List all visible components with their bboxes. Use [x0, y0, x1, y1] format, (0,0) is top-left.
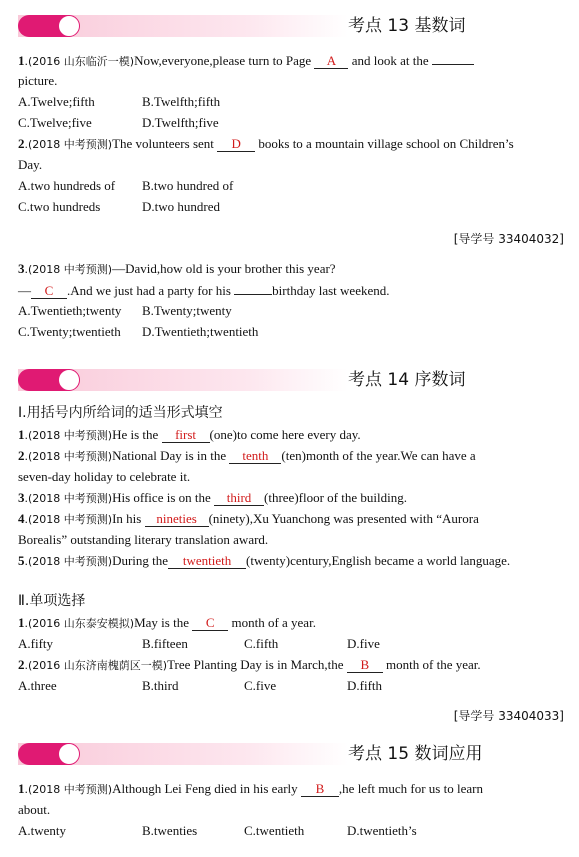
section-title: 考点 13 基数词: [348, 16, 466, 36]
mc-s14-2: [18, 657, 481, 674]
answer-blank: C: [31, 284, 67, 299]
question-text: ,he left much for us to learn: [338, 781, 483, 796]
question-source: .(2018 中考预测): [24, 429, 113, 442]
section-title: 考点 14 序数词: [348, 370, 466, 390]
question-s13-1: [18, 52, 474, 70]
question-number: 1: [18, 427, 25, 442]
empty-blank: [234, 282, 272, 295]
question-number: 2: [18, 657, 25, 672]
option-c: C.twentieth: [244, 823, 305, 838]
option-d: D.Twelfth;five: [142, 115, 219, 130]
empty-blank: [432, 52, 474, 65]
question-s13-3: [18, 261, 336, 278]
question-source: .(2018 中考预测): [24, 555, 113, 568]
option-a: A.two hundreds of: [18, 178, 116, 193]
option-d: D.twentieth’s: [347, 823, 417, 838]
question-text: about.: [18, 802, 51, 817]
answer-blank: nineties: [145, 512, 209, 527]
question-s15-1: [18, 781, 483, 798]
section-header-13: [18, 15, 563, 37]
section-header-15: [18, 743, 563, 765]
option-a: A.twenty: [18, 823, 67, 838]
question-number: 2: [18, 136, 25, 151]
question-source: .(2018 中考预测): [24, 450, 113, 463]
mc-s14-1: [18, 615, 316, 632]
question-number: 1: [18, 615, 25, 630]
option-a: A.Twelve;fifth: [18, 94, 95, 109]
section-header-14: [18, 369, 563, 391]
question-text: Day.: [18, 157, 43, 172]
answer-blank: B: [301, 782, 339, 797]
toggle-knob-icon: [58, 743, 80, 765]
option-c: C.Twelve;five: [18, 115, 92, 130]
question-source: .(2016 山东临沂一模): [24, 55, 135, 68]
answer-blank: A: [314, 54, 348, 69]
question-source: .(2018 中考预测): [24, 263, 113, 276]
question-text: and look at the: [351, 53, 429, 68]
question-number: 3: [18, 261, 25, 276]
question-text: (one)to come here every day.: [209, 427, 361, 442]
fill-s14-4: [18, 511, 479, 528]
question-text: seven-day holiday to celebrate it.: [18, 469, 191, 484]
fill-s14-3: [18, 490, 407, 507]
question-text: .And we just had a party for his: [67, 283, 231, 298]
part-title: Ⅰ.用括号内所给词的适当形式填空: [18, 405, 223, 421]
option-b: B.Twelfth;fifth: [142, 94, 221, 109]
question-text: His office is on the: [112, 490, 211, 505]
dialogue-dash: —: [18, 283, 31, 298]
option-d: D.Twentieth;twentieth: [142, 324, 259, 339]
question-number: 5: [18, 553, 25, 568]
fill-s14-1: [18, 427, 361, 444]
option-b: B.two hundred of: [142, 178, 234, 193]
option-c: C.five: [244, 678, 277, 693]
question-source: .(2018 中考预测): [24, 138, 113, 151]
question-text: Tree Planting Day is in March,the: [167, 657, 344, 672]
question-text: National Day is in the: [112, 448, 227, 463]
toggle-knob-icon: [58, 369, 80, 391]
question-text: —David,how old is your brother this year?: [112, 261, 336, 276]
question-text: May is the: [134, 615, 189, 630]
question-text: The volunteers sent: [112, 136, 214, 151]
toggle-knob-icon: [58, 15, 80, 37]
question-text: He is the: [112, 427, 159, 442]
option-b: B.third: [142, 678, 179, 693]
question-source: .(2018 中考预测): [24, 513, 113, 526]
option-d: D.two hundred: [142, 199, 220, 214]
fill-s14-2: [18, 448, 476, 465]
question-source: .(2016 山东泰安模拟): [24, 617, 135, 630]
fill-s14-5: [18, 553, 510, 570]
question-text: During the: [112, 553, 169, 568]
section-title: 考点 15 数词应用: [348, 744, 483, 764]
question-number: 1: [18, 781, 25, 796]
guide-number: [导学号 33404033]: [453, 709, 564, 723]
answer-blank: third: [214, 491, 264, 506]
question-text: (ten)month of the year.We can have a: [281, 448, 476, 463]
question-text: books to a mountain village school on Children’s: [258, 136, 514, 151]
question-number: 2: [18, 448, 25, 463]
question-text: picture.: [18, 73, 58, 88]
question-number: 4: [18, 511, 25, 526]
question-text: (ninety),Xu Yuanchong was presented with “Aurora: [208, 511, 479, 526]
option-c: C.Twenty;twentieth: [18, 324, 121, 339]
question-source: .(2018 中考预测): [24, 783, 113, 796]
option-a: A.Twentieth;twenty: [18, 303, 122, 318]
answer-blank: twentieth: [168, 554, 246, 569]
answer-blank: first: [162, 428, 210, 443]
question-number: 1: [18, 53, 25, 68]
question-text: month of the year.: [386, 657, 481, 672]
question-text: Borealis” outstanding literary translation award.: [18, 532, 269, 547]
option-c: C.two hundreds: [18, 199, 101, 214]
question-text: In his: [112, 511, 142, 526]
option-d: D.fifth: [347, 678, 383, 693]
guide-number: [导学号 33404032]: [453, 232, 564, 246]
question-text: Now,everyone,please turn to Page: [134, 53, 312, 68]
part-title: Ⅱ.单项选择: [18, 593, 86, 609]
question-text: (twenty)century,English became a world language.: [246, 553, 511, 568]
option-b: B.Twenty;twenty: [142, 303, 232, 318]
question-source: .(2016 山东济南槐荫区一模): [24, 659, 168, 672]
answer-blank: D: [217, 137, 255, 152]
option-d: D.five: [347, 636, 380, 651]
question-number: 3: [18, 490, 25, 505]
option-b: B.fifteen: [142, 636, 188, 651]
option-c: C.fifth: [244, 636, 279, 651]
answer-blank: tenth: [229, 449, 281, 464]
question-s13-3-reply: [18, 282, 390, 299]
answer-blank: C: [192, 616, 228, 631]
question-s13-2: [18, 136, 514, 153]
question-text: month of a year.: [231, 615, 316, 630]
question-text: Although Lei Feng died in his early: [112, 781, 298, 796]
question-source: .(2018 中考预测): [24, 492, 113, 505]
option-a: A.fifty: [18, 636, 54, 651]
option-a: A.three: [18, 678, 57, 693]
question-text: birthday last weekend.: [272, 283, 390, 298]
question-text: (three)floor of the building.: [264, 490, 407, 505]
option-b: B.twenties: [142, 823, 198, 838]
answer-blank: B: [347, 658, 383, 673]
